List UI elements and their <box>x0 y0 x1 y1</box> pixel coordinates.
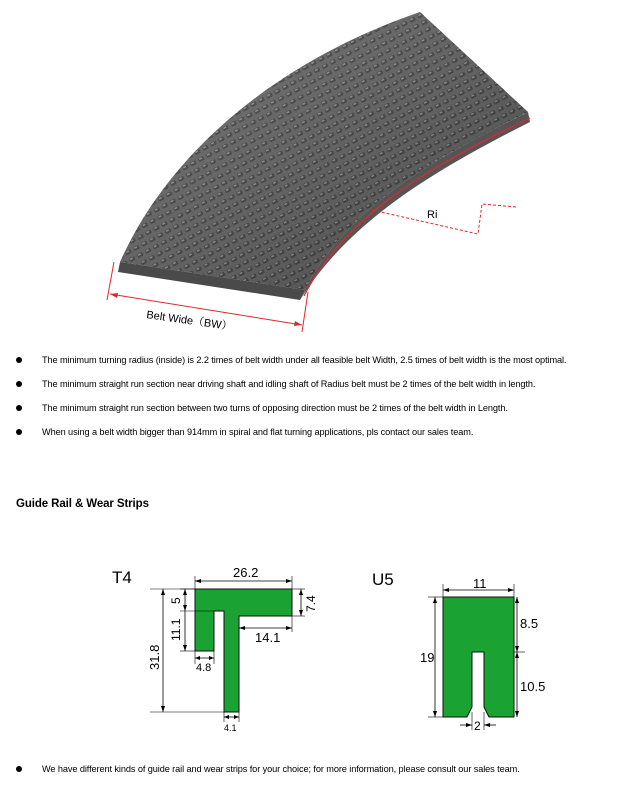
bullet-icon <box>16 429 22 435</box>
u5-total-label: 19 <box>420 650 435 665</box>
t4-title: T4 <box>112 568 132 587</box>
u5-shape <box>443 597 514 717</box>
t4-lip-label: 4.8 <box>196 662 212 674</box>
list-item: When using a belt width bigger than 914mm in spiral and flat turning applications, pls contact our sales team. <box>0 426 635 442</box>
list-item: The minimum straight run section near driving shaft and idling shaft of Radius belt must be 2 times of the belt width in length. <box>0 378 635 394</box>
section-title: Guide Rail & Wear Strips <box>16 498 149 510</box>
guide-rail-profiles <box>0 555 635 735</box>
list-item: The minimum straight run section between two turns of opposing direction must be 2 times of the belt width in Length. <box>0 402 635 418</box>
list-item: We have different kinds of guide rail and wear strips for your choice; for more information, please consult our sales team. <box>0 763 635 779</box>
u5-profile <box>372 570 545 733</box>
u5-upper-label: 8.5 <box>520 616 539 631</box>
t4-upper-height-label: 11.1 <box>169 618 183 641</box>
t4-profile <box>112 565 318 733</box>
t4-offset-label: 14.1 <box>255 630 281 645</box>
radius-belt-illustration <box>0 0 635 345</box>
t4-top-label: 5 <box>169 597 183 604</box>
u5-slot-label: 2 <box>474 719 481 733</box>
u5-lower-label: 10.5 <box>520 679 546 694</box>
t4-flange-label: 7.4 <box>304 595 318 612</box>
bullet-icon <box>16 766 22 772</box>
list-item: The minimum turning radius (inside) is 2.2 times of belt width under all feasible belt Width, 2.5 times of belt width is the most optimal. <box>0 354 635 370</box>
t4-shape <box>195 589 292 712</box>
bullet-icon <box>16 381 22 387</box>
u5-title: U5 <box>372 570 394 589</box>
belt-width-right-tick <box>302 292 308 332</box>
belt-width-label: Belt Wide（BW） <box>145 309 234 334</box>
bullet-icon <box>16 405 22 411</box>
belt-body <box>118 12 530 300</box>
u5-width-label: 11 <box>473 576 487 591</box>
radius-dimension-line <box>372 204 516 234</box>
t4-total-height-label: 31.8 <box>147 644 162 670</box>
bullet-icon <box>16 357 22 363</box>
radius-label: Ri <box>427 209 438 221</box>
t4-width-label: 26.2 <box>233 565 259 580</box>
t4-stem-label: 4.1 <box>224 723 237 733</box>
